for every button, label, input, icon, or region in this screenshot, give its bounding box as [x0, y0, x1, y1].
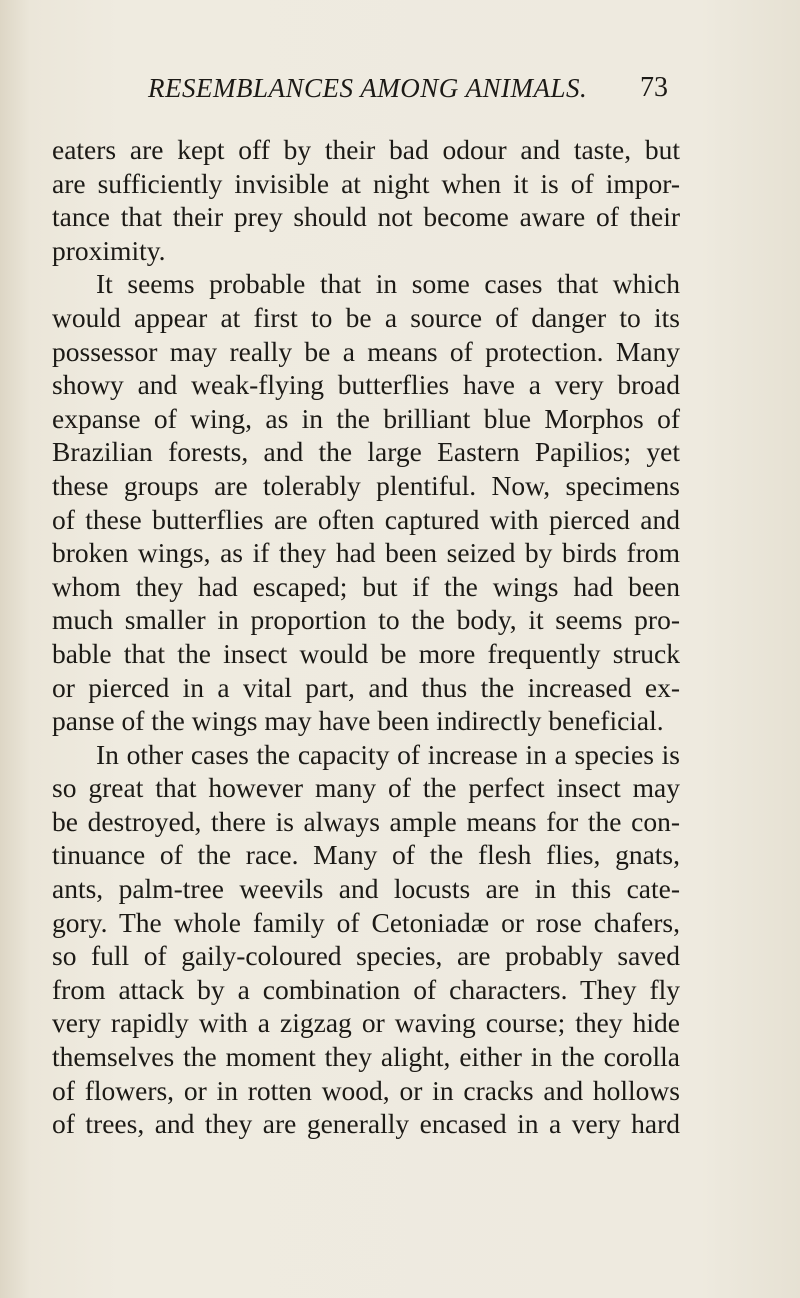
text-line: themselves the moment they alight, either in the corolla	[52, 1041, 680, 1073]
page-number: 73	[640, 72, 668, 103]
text-line: these groups are tolerably plentiful. Now, specimens	[52, 469, 680, 501]
text-line: of these butterflies are often captured with pierced and	[52, 503, 680, 535]
text-line: be destroyed, there is always ample means for the con-	[52, 805, 680, 837]
text-line: Brazilian forests, and the large Eastern Papilios; yet	[52, 436, 680, 468]
text-line: of flowers, or in rotten wood, or in cracks and hollows	[52, 1074, 680, 1106]
text-line: gory. The whole family of Cetoniadæ or rose chafers,	[52, 906, 680, 938]
text-line: expanse of wing, as in the brilliant blue Morphos of	[52, 402, 680, 434]
text-line: or pierced in a vital part, and thus the increased ex-	[52, 671, 680, 703]
text-line: from attack by a combination of characters. They fly	[52, 973, 680, 1005]
text-line: panse of the wings may have been indirectly beneficial.	[52, 705, 664, 737]
text-line: are sufficiently invisible at night when it is of impor-	[52, 167, 680, 199]
text-line: so full of gaily-coloured species, are probably saved	[52, 940, 680, 972]
text-line: possessor may really be a means of protection. Many	[52, 335, 680, 367]
text-line: whom they had escaped; but if the wings had been	[52, 570, 680, 602]
text-line: eaters are kept off by their bad odour and taste, but	[52, 134, 680, 165]
text-line: much smaller in proportion to the body, it seems pro-	[52, 604, 680, 636]
text-line: ants, palm-tree weevils and locusts are in this cate-	[52, 873, 680, 905]
text-line: showy and weak-flying butterflies have a very broad	[52, 369, 680, 401]
text-line: tinuance of the race. Many of the flesh flies, gnats,	[52, 839, 680, 871]
text-line: proximity.	[52, 234, 166, 266]
text-line: bable that the insect would be more frequently struck	[52, 637, 680, 669]
text-line: very rapidly with a zigzag or waving course; they hide	[52, 1007, 680, 1039]
text-line: It seems probable that in some cases that which	[96, 268, 680, 300]
body-text	[52, 133, 680, 1141]
text-line: would appear at first to be a source of danger to its	[52, 301, 680, 333]
text-line: tance that their prey should not become aware of their	[52, 201, 680, 233]
text-line: of trees, and they are generally encased in a very hard	[52, 1108, 680, 1140]
page-header	[148, 70, 668, 110]
running-head: RESEMBLANCES AMONG ANIMALS.	[148, 73, 588, 103]
text-line: broken wings, as if they had been seized by birds from	[52, 537, 680, 569]
text-line: In other cases the capacity of increase in a species is	[96, 738, 680, 770]
text-line: so great that however many of the perfect insect may	[52, 772, 680, 804]
